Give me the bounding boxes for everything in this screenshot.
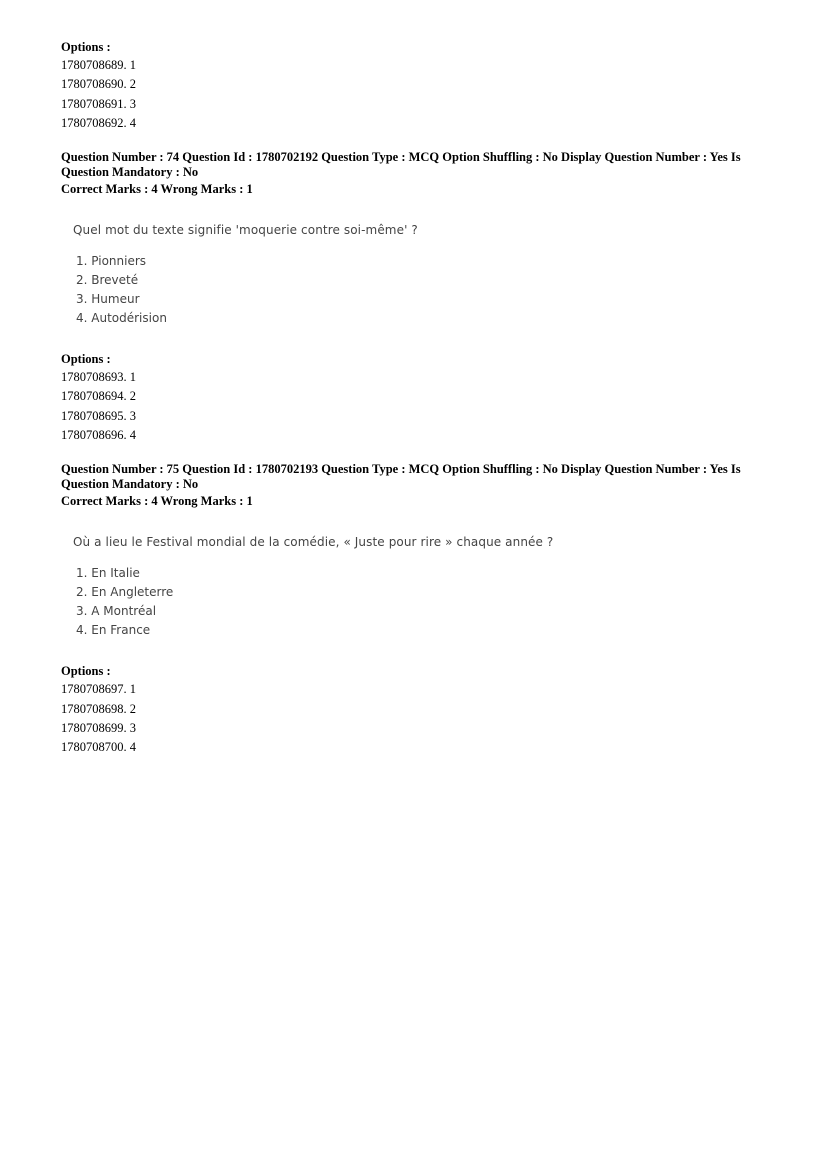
answer-choice: 1. En Italie	[76, 566, 140, 581]
option-id: 1780708691. 3	[61, 96, 136, 111]
options-label: Options :	[61, 352, 111, 367]
document-page	[61, 38, 761, 758]
answer-choice: 2. En Angleterre	[76, 585, 174, 600]
question-header: Question Number : 74 Question Id : 1780702192 Question Type : MCQ Option Shuffling : No Display Question Number : Yes Is Question Mandatory : No	[61, 150, 741, 179]
answer-choice: 3. A Montréal	[76, 604, 157, 619]
option-id: 1780708698. 2	[61, 701, 136, 716]
question-body	[61, 534, 761, 640]
options-label: Options :	[61, 664, 111, 679]
answer-choice: 4. Autodérision	[76, 311, 167, 326]
question-marks: Correct Marks : 4 Wrong Marks : 1	[61, 182, 253, 197]
option-id: 1780708697. 1	[61, 682, 136, 697]
answer-choice: 4. En France	[76, 623, 151, 638]
answer-choices	[73, 564, 761, 640]
question-body	[61, 222, 761, 328]
option-id: 1780708690. 2	[61, 77, 136, 92]
option-id: 1780708689. 1	[61, 58, 136, 72]
answer-choice: 1. Pionniers	[76, 254, 147, 269]
options-block-previous	[61, 38, 761, 133]
options-label: Options :	[61, 40, 111, 54]
question-block-75	[61, 462, 761, 757]
option-id: 1780708695. 3	[61, 408, 136, 423]
question-text: Quel mot du texte signifie 'moquerie contre soi-même' ?	[73, 223, 418, 238]
options-block	[61, 350, 761, 445]
question-marks: Correct Marks : 4 Wrong Marks : 1	[61, 494, 253, 509]
answer-choices	[73, 252, 761, 328]
option-id: 1780708692. 4	[61, 115, 136, 130]
option-id: 1780708700. 4	[61, 740, 136, 755]
question-block-74	[61, 150, 761, 445]
option-id: 1780708699. 3	[61, 720, 136, 735]
options-block	[61, 662, 761, 757]
answer-choice: 3. Humeur	[76, 292, 140, 307]
option-id: 1780708694. 2	[61, 389, 136, 404]
question-header: Question Number : 75 Question Id : 1780702193 Question Type : MCQ Option Shuffling : No Display Question Number : Yes Is Question Mandatory : No	[61, 462, 741, 491]
option-id: 1780708696. 4	[61, 428, 136, 443]
option-id: 1780708693. 1	[61, 370, 136, 385]
question-text: Où a lieu le Festival mondial de la comédie, « Juste pour rire » chaque année ?	[73, 535, 554, 550]
answer-choice: 2. Breveté	[76, 273, 139, 288]
